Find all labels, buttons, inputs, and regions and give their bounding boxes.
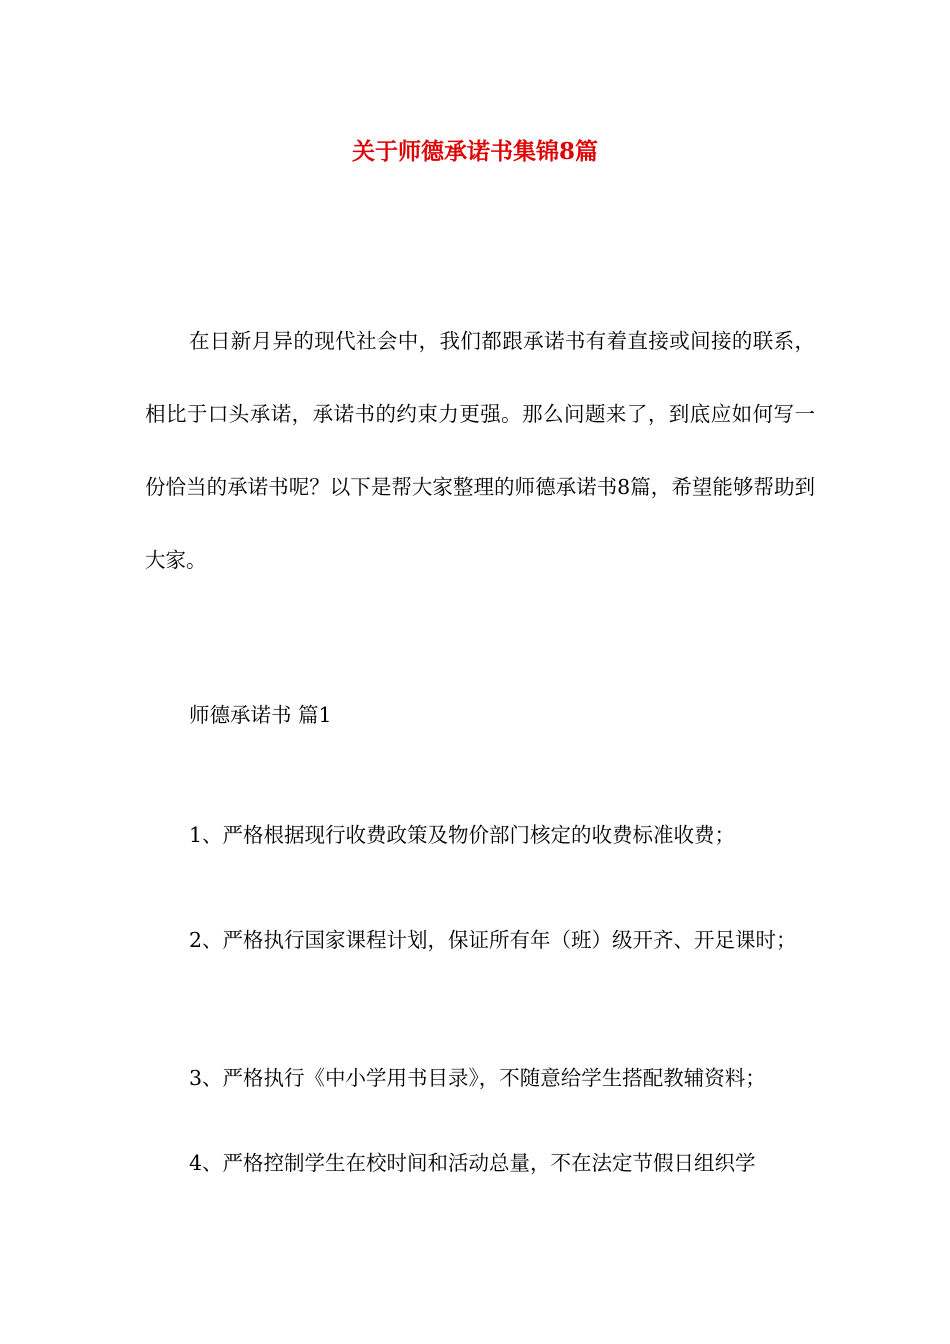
list-item-2: 2、严格执行国家课程计划，保证所有年（班）级开齐、开足课时； bbox=[189, 928, 797, 952]
section-heading: 师德承诺书 篇1 bbox=[189, 703, 332, 727]
list-item-4: 4、严格控制学生在校时间和活动总量，不在法定节假日组织学 bbox=[189, 1151, 756, 1175]
intro-paragraph: 在日新月异的现代社会中，我们都跟承诺书有着直接或间接的联系，相比于口头承诺，承诺书的约束力更强。那么问题来了，到底应如何写一份恰当的承诺书呢？以下是帮大家整理的师德承诺书8篇，希望能够帮助到大家。 bbox=[145, 329, 815, 572]
document-title: 关于师德承诺书集锦8篇 bbox=[351, 138, 598, 165]
list-item-1: 1、严格根据现行收费政策及物价部门核定的收费标准收费； bbox=[189, 823, 736, 847]
list-item-3: 3、严格执行《中小学用书目录》，不随意给学生搭配教辅资料； bbox=[189, 1066, 766, 1090]
